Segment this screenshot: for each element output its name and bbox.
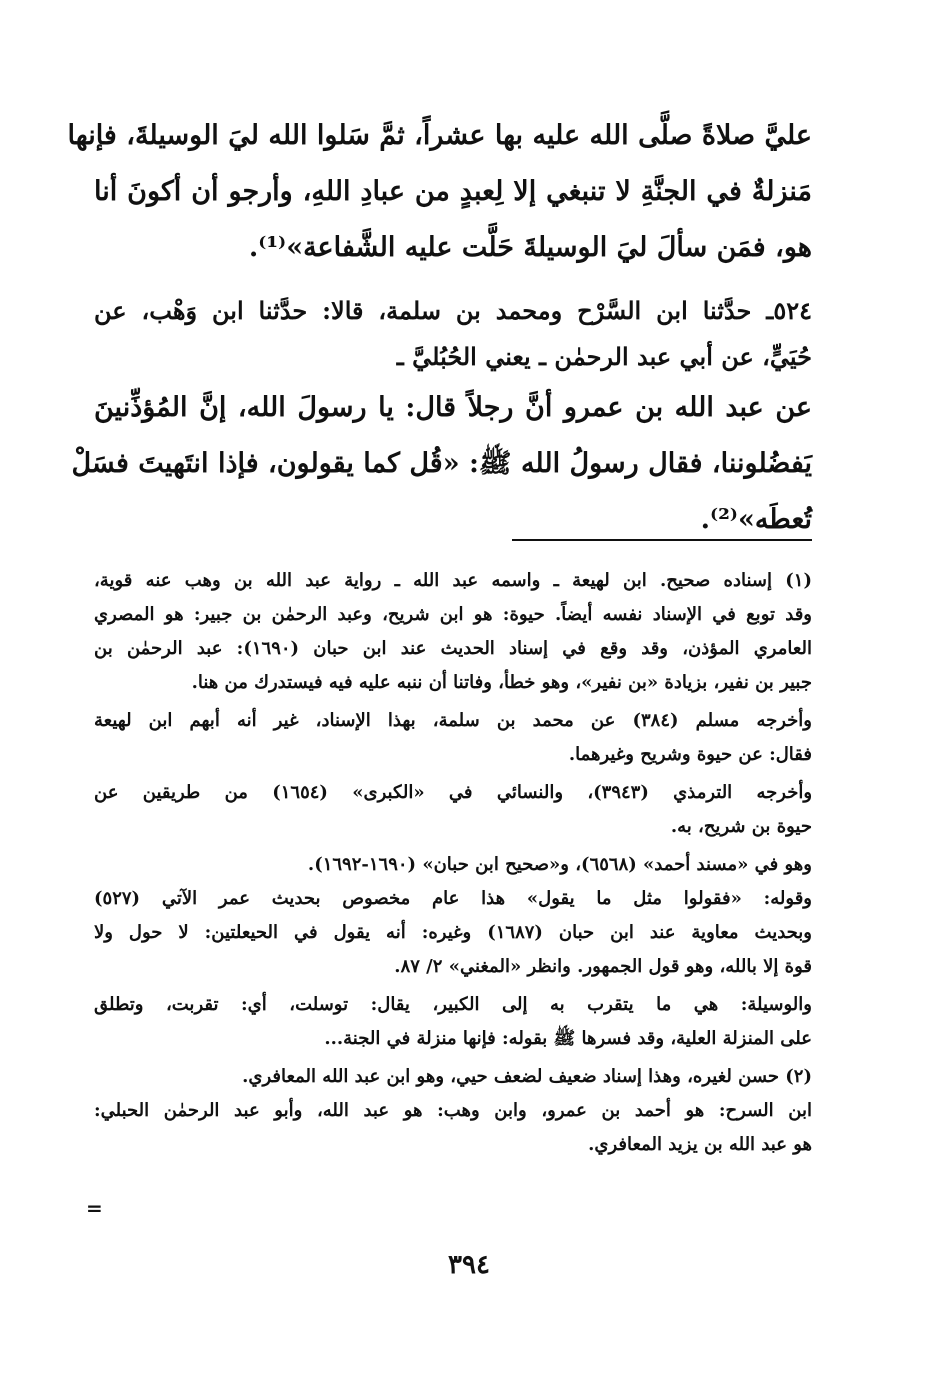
footnote-line: قوة إلا بالله، وهو قول الجمهور. وانظر «المغني» ٢/ ٨٧. — [394, 956, 812, 977]
footnote-divider — [512, 539, 812, 541]
footnote-line: وبحديث معاوية عند ابن حبان (١٦٨٧) وغيره: أنه يقول في الحيعلتين: لا حول ولا — [94, 922, 813, 943]
footnote-line: هو عبد الله بن يزيد المعافري. — [588, 1134, 812, 1155]
footnote-line: العامري المؤذن، وقد وقع في إسناد الحديث عند ابن حبان (١٦٩٠): عبد الرحمٰن بن — [94, 638, 813, 659]
continuation-mark: = — [86, 1196, 103, 1220]
footnote-line: وأخرجه الترمذي (٣٩٤٣)، والنسائي في «الكبرى» (١٦٥٤) من طريقين عن — [94, 782, 813, 803]
footnote-line: (١) إسناده صحيح. ابن لهيعة ـ واسمه عبد الله ـ رواية عبد الله بن وهب عنه قوية، — [94, 570, 812, 591]
footnote-line: جبير بن نفير، بزيادة «بن نفير»، وهو خطأ، وفاتنا أن ننبه عليه فيه فيستدرك من هنا. — [191, 672, 812, 693]
footnote-line: ابن السرح: هو أحمد بن عمرو، وابن وهب: هو عبد الله، وأبو عبد الرحمٰن الحبلي: — [94, 1100, 812, 1121]
footnote-line: وقوله: «فقولوا مثل ما يقول» هذا عام مخصوص بحديث عمر الآتي (٥٢٧) — [94, 888, 812, 909]
hadith-isnad-line: حُيَيٍّ، عن أبي عبد الرحمٰن ـ يعني الحُبُليَّ ـ — [396, 342, 812, 371]
footnote-line: حيوة بن شريح، به. — [670, 816, 812, 837]
footnote-line: وأخرجه مسلم (٣٨٤) عن محمد بن سلمة، بهذا الإسناد، غير أنه أبهم ابن لهيعة — [94, 710, 812, 731]
main-text — [67, 108, 812, 548]
footnote-line: (٢) حسن لغيره، وهذا إسناد ضعيف لضعف حيي، وهو ابن عبد الله المعافري. — [242, 1066, 812, 1087]
footnote-line: والوسيلة: هي ما يتقرب به إلى الكبير، يقال: توسلت، أي: تقربت، وتطلق — [94, 994, 812, 1015]
page-number: ٣٩٤ — [448, 1250, 490, 1280]
text-line: عليَّ صلاةً صلَّى الله عليه بها عشراً، ثمَّ سَلوا الله ليَ الوسيلةَ، فإنها — [67, 120, 812, 151]
hadith-matn-line: يَفضُلوننا، فقال رسولُ الله ﷺ: «قُل كما يقولون، فإذا انتَهيتَ فسَلْ — [71, 448, 812, 479]
hadith-isnad-line: ٥٢٤ـ حدَّثنا ابن السَّرْح ومحمد بن سلمة، قالا: حدَّثنا ابن وَهْب، عن — [94, 296, 812, 325]
text-line: هو، فمَن سألَ ليَ الوسيلةَ حَلَّت عليه الشَّفاعة»⁽¹⁾. — [248, 232, 812, 263]
footnotes — [94, 564, 812, 1162]
text-line: مَنزلةٌ في الجنَّةِ لا تنبغي إلا لِعبدٍ من عبادِ اللهِ، وأرجو أن أكونَ أنا — [94, 176, 812, 207]
hadith-matn-line: تُعطَه»⁽²⁾. — [700, 504, 812, 535]
footnote-line: على المنزلة العلية، وقد فسرها ﷺ بقوله: فإنها منزلة في الجنة... — [324, 1028, 812, 1049]
hadith-matn-line: عن عبد الله بن عمرو أنَّ رجلاً قال: يا رسولَ الله، إنَّ المُؤذِّنينَ — [94, 392, 812, 423]
footnote-line: وهو في «مسند أحمد» (٦٥٦٨)، و«صحيح ابن حبان» (١٦٩٠-١٦٩٢). — [307, 854, 812, 875]
footnote-line: فقال: عن حيوة وشريح وغيرهما. — [568, 744, 812, 765]
footnote-line: وقد توبع في الإسناد نفسه أيضاً. حيوة: هو ابن شريح، وعبد الرحمٰن بن جبير: هو المصري — [94, 604, 812, 625]
